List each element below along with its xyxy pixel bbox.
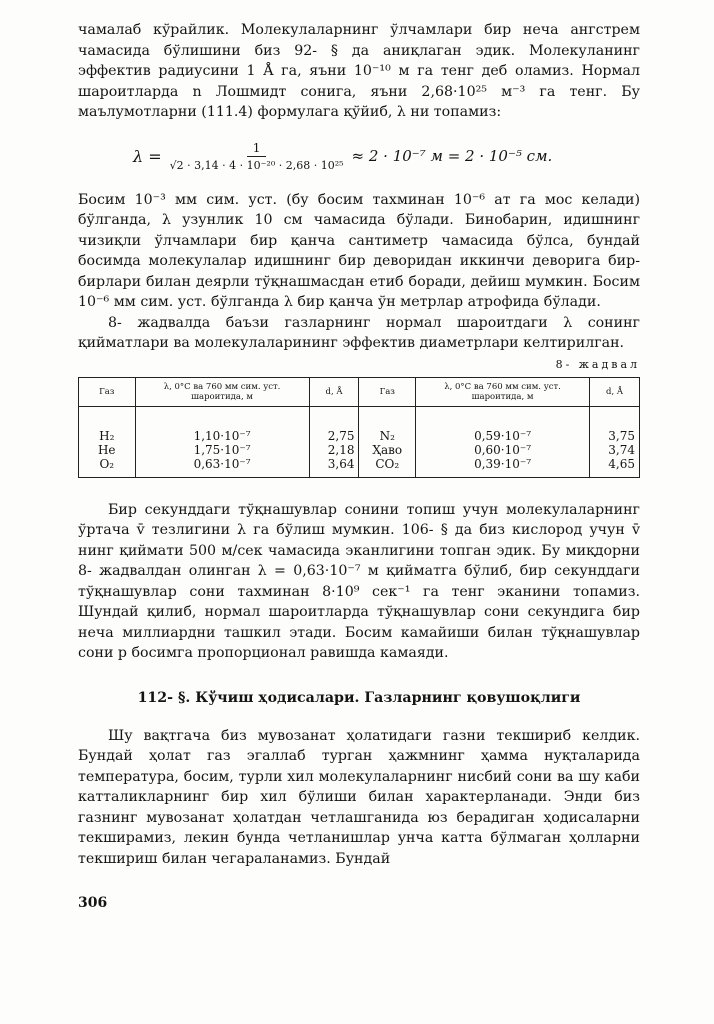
header-d-left: d, Å xyxy=(309,377,359,406)
mean-free-path-formula xyxy=(133,141,640,172)
page-content xyxy=(78,20,640,911)
paragraph-5: Шу вақтгача биз мувозанат ҳолатидаги газни текшириб келдик. Бундай ҳолат газ эгаллаб турган ҳажмнинг ҳамма нуқталарида температура, босим, турли хил молекулаларнинг нисбий сони ва шу каби катталикларнинг бир хил бўлиши билан характерланади. Энди биз газнинг мувозанат ҳолатдан четлашганида юз берадиган ҳодисаларни текширамиз, лекин бунда четланишлар унча катта бўлмаган ҳолларни текшириш билан чегараланамиз. Бундай xyxy=(78,727,640,867)
paragraph-3: 8- жадвалда баъзи газларнинг нормал шароитдаги λ сонинг қийматлари ва молекулаларининг эффектив диаметрлари келтирилган. xyxy=(78,314,640,351)
diameter-cell: 3,75 xyxy=(590,429,640,443)
gas-properties-table xyxy=(78,377,640,478)
gas-cell: Ҳаво xyxy=(359,443,416,457)
table-caption: 8- жадвал xyxy=(555,357,640,371)
table-row xyxy=(79,443,640,457)
paragraph-2: Босим 10⁻³ мм сим. уст. (бу босим тахминан 10⁻⁶ ат га мос келади) бўлганда, λ узунлик 10 см чамасида бўлади. Бинобарин, идишнинг чизиқли ўлчамлари бир қанча сантиметр чамасида бўлса, бундай босимда молекулалар идишнинг бир деворидан иккинчи деворига бир-бирлари билан деярли тўқнашмасдан етиб боради, дейиш мумкин. Босим 10⁻⁶ мм сим. уст. бўлганда λ бир қанча ўн метрлар атрофида бўлади. xyxy=(78,191,640,310)
lambda-cell: 1,10·10⁻⁷ xyxy=(135,429,309,443)
table-row xyxy=(79,457,640,478)
paragraph-4: Бир секунддаги тўқнашувлар сонини топиш учун молекулаларнинг ўртача v̄ тезлигини λ га бўлиш мумкин. 106- § да биз кислород учун v̄ нинг қиймати 500 м/сек чамасида эканлигини топган эдик. Бу миқдорни 8- жадвалдан олинган λ = 0,63·10⁻⁷ м қийматга бўлиб, бир секунддаги тўқнашувлар сони тахминан 8·10⁹ сек⁻¹ га тенг эканини топамиз. Шундай қилиб, нормал шароитларда тўқнашувлар сони секундига бир неча миллиардни ташкил этади. Босим камайиши билан тўқнашувлар сони p босимга пропорционал равишда камаяди. xyxy=(78,501,640,661)
diameter-cell: 2,18 xyxy=(309,443,359,457)
paragraph-1: чамалаб кўрайлик. Молекулаларнинг ўлчамлари бир неча ангстрем чамасида бўлишини биз 92- § да аниқлаган эдик. Молекуланинг эффектив радиусини 1 Å га, яъни 10⁻¹⁰ м га тенг деб оламиз. Нормал шароитларда n Лошмидт сонига, яъни 2,68·10²⁵ м⁻³ га тенг. Бу маълумотларни (111.4) формулага қўйиб, λ ни топамиз: xyxy=(78,22,640,120)
gas-cell: O₂ xyxy=(79,457,136,478)
diameter-cell: 3,74 xyxy=(590,443,640,457)
header-lambda-left: λ, 0°C ва 760 мм сим. уст. шароитида, м xyxy=(135,377,309,406)
diameter-cell: 3,64 xyxy=(309,457,359,478)
section-title: 112- §. Кўчиш ҳодисалари. Газларнинг қовушоқлиги xyxy=(137,689,581,706)
header-d-right: d, Å xyxy=(590,377,640,406)
gas-cell: CO₂ xyxy=(359,457,416,478)
lambda-cell: 0,59·10⁻⁷ xyxy=(416,429,590,443)
diameter-cell: 4,65 xyxy=(590,457,640,478)
lambda-cell: 1,75·10⁻⁷ xyxy=(135,443,309,457)
formula-lhs: λ = xyxy=(133,146,162,166)
lambda-cell: 0,60·10⁻⁷ xyxy=(416,443,590,457)
header-gas-right: Газ xyxy=(359,377,416,406)
lambda-cell: 0,63·10⁻⁷ xyxy=(135,457,309,478)
diameter-cell: 2,75 xyxy=(309,429,359,443)
formula-denominator: √2 · 3,14 · 4 · 10⁻²⁰ · 2,68 · 10²⁵ xyxy=(169,158,344,172)
formula-numerator: 1 xyxy=(247,141,267,157)
formula-fraction xyxy=(170,141,344,172)
gas-cell: N₂ xyxy=(359,429,416,443)
table-row xyxy=(79,429,640,443)
lambda-cell: 0,39·10⁻⁷ xyxy=(416,457,590,478)
header-lambda-right: λ, 0°C ва 760 мм сим. уст. шароитида, м xyxy=(416,377,590,406)
gas-cell: H₂ xyxy=(79,429,136,443)
gas-cell: He xyxy=(79,443,136,457)
table-header-row xyxy=(79,377,640,406)
formula-rhs: ≈ 2 · 10⁻⁷ м = 2 · 10⁻⁵ см. xyxy=(351,147,553,165)
page-number: 306 xyxy=(78,895,108,911)
table-spacer-row xyxy=(79,406,640,429)
header-gas-left: Газ xyxy=(79,377,136,406)
